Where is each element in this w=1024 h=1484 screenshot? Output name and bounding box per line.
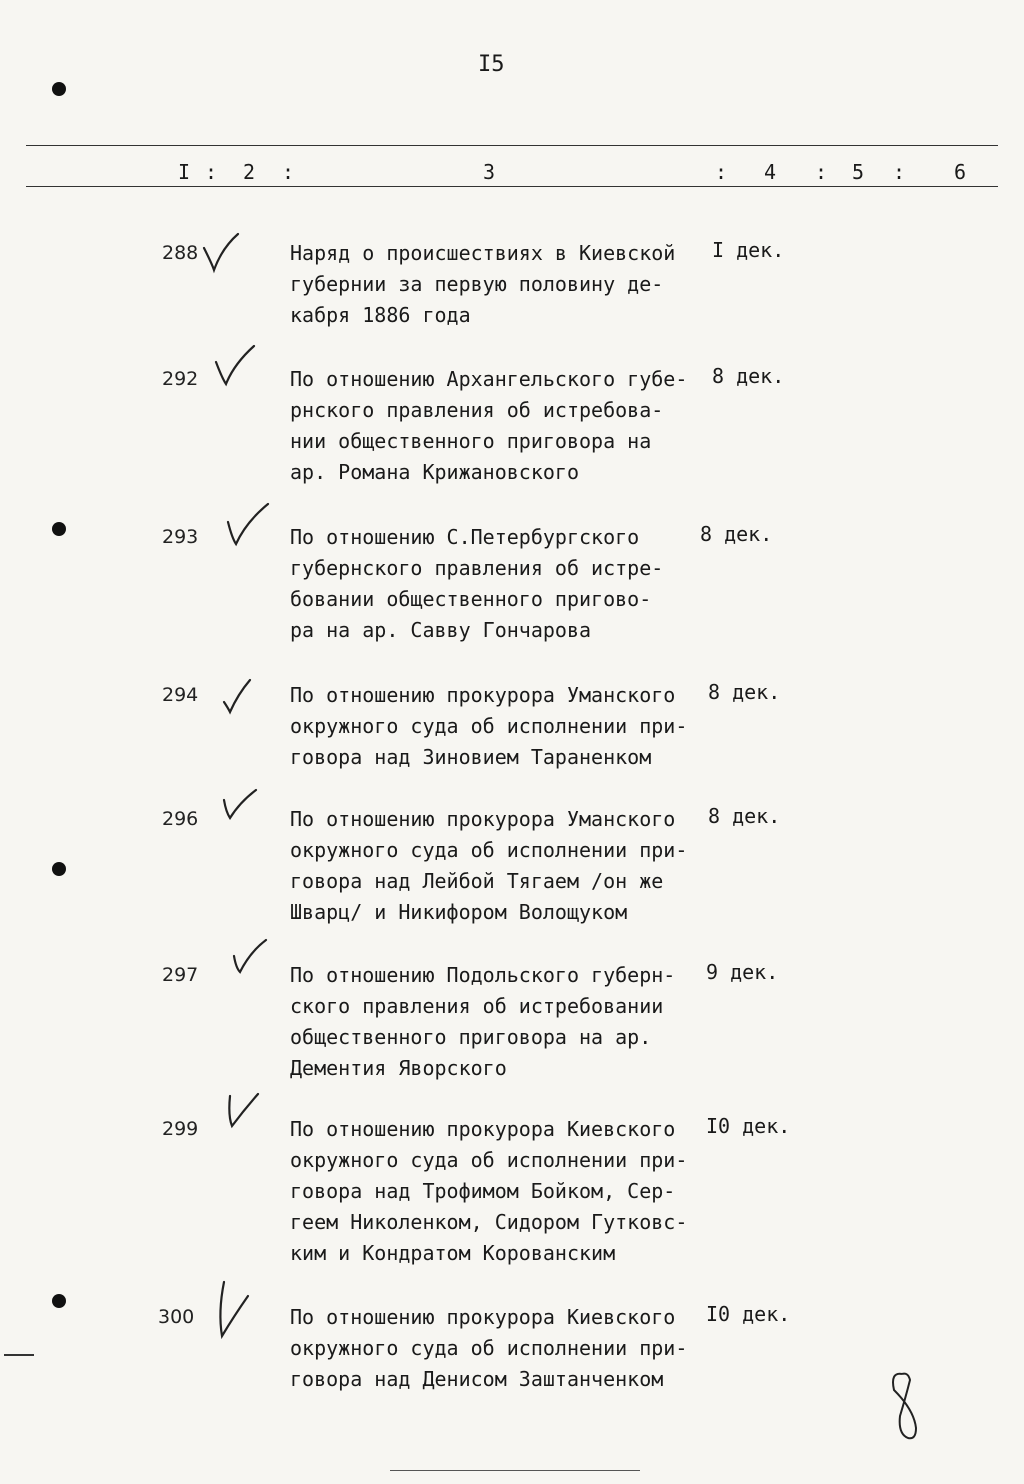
col-3-header: 3: [483, 160, 496, 184]
entry-description: По отношению Архангельского губе- рнского правления об истребова- нии общественного приговора на ар. Романа Крижановского: [290, 367, 688, 484]
check-mark-icon: [218, 676, 268, 722]
entry-date: 9 дек.: [706, 960, 779, 984]
col-2-header: 2: [243, 160, 256, 184]
entry-number: 288: [162, 242, 199, 264]
check-mark-icon: [220, 1088, 270, 1134]
entry-description: Наряд о происшествиях в Киевской губернии за первую половину де- кабря 1886 года: [290, 241, 676, 327]
page-number: I5: [478, 52, 505, 77]
col-1-header: I: [178, 160, 191, 184]
col-4-header: 4: [764, 160, 777, 184]
entry-number: 296: [162, 808, 199, 830]
entry-description: По отношению С.Петербургского губернского правления об истре- бовании общественного пригово- ра на ар. Савву Гончарова: [290, 525, 664, 642]
check-mark-icon: [208, 1276, 258, 1342]
entry-number: 294: [162, 684, 199, 706]
col-5-header: 5: [852, 160, 865, 184]
handwritten-mark: [880, 1370, 930, 1442]
entry-date: I дек.: [712, 238, 785, 262]
punch-hole: [52, 862, 66, 876]
entry-number: 292: [162, 368, 199, 390]
entry-date: 8 дек.: [700, 522, 773, 546]
check-mark-icon: [212, 788, 262, 834]
entry-description: По отношению прокурора Уманского окружного суда об исполнении при- говора над Лейбой Тягаем /он же Шварц/ и Никифором Волощуком: [290, 807, 688, 924]
entry-number: 293: [162, 526, 199, 548]
check-mark-icon: [212, 344, 262, 390]
entry-description: По отношению прокурора Уманского окружного суда об исполнении при- говора над Зиновием Тараненком: [290, 683, 688, 769]
header-top-rule: [26, 145, 998, 146]
entry-description: По отношению прокурора Киевского окружного суда об исполнении при- говора над Трофимом Бойком, Сер- геем Николенком, Сидором Гутковс- ким и Кондратом Корованским: [290, 1117, 688, 1265]
col-sep: :: [715, 160, 728, 184]
check-mark-icon: [226, 938, 276, 984]
entry-date: I0 дек.: [706, 1114, 791, 1138]
entry-number: 299: [162, 1118, 199, 1140]
col-6-header: 6: [954, 160, 967, 184]
margin-dash: [4, 1354, 34, 1356]
entry-date: 8 дек.: [708, 680, 781, 704]
col-sep: :: [893, 160, 906, 184]
punch-hole: [52, 522, 66, 536]
entry-date: 8 дек.: [712, 364, 785, 388]
punch-hole: [52, 1294, 66, 1308]
entry-number: 300: [158, 1306, 195, 1328]
entry-date: I0 дек.: [706, 1302, 791, 1326]
header-bottom-rule: [26, 186, 998, 187]
check-mark-icon: [222, 502, 272, 548]
punch-hole: [52, 82, 66, 96]
col-sep: :: [815, 160, 828, 184]
col-sep: :: [205, 160, 218, 184]
col-sep: :: [282, 160, 295, 184]
bottom-rule: [390, 1470, 640, 1471]
check-mark-icon: [196, 230, 246, 276]
entry-description: По отношению прокурора Киевского окружного суда об исполнении при- говора над Денисом Заштанченком: [290, 1305, 688, 1391]
entry-number: 297: [162, 964, 199, 986]
entry-description: По отношению Подольского губерн- ского правления об истребовании общественного приговора на ар. Дементия Яворского: [290, 963, 676, 1080]
entry-date: 8 дек.: [708, 804, 781, 828]
